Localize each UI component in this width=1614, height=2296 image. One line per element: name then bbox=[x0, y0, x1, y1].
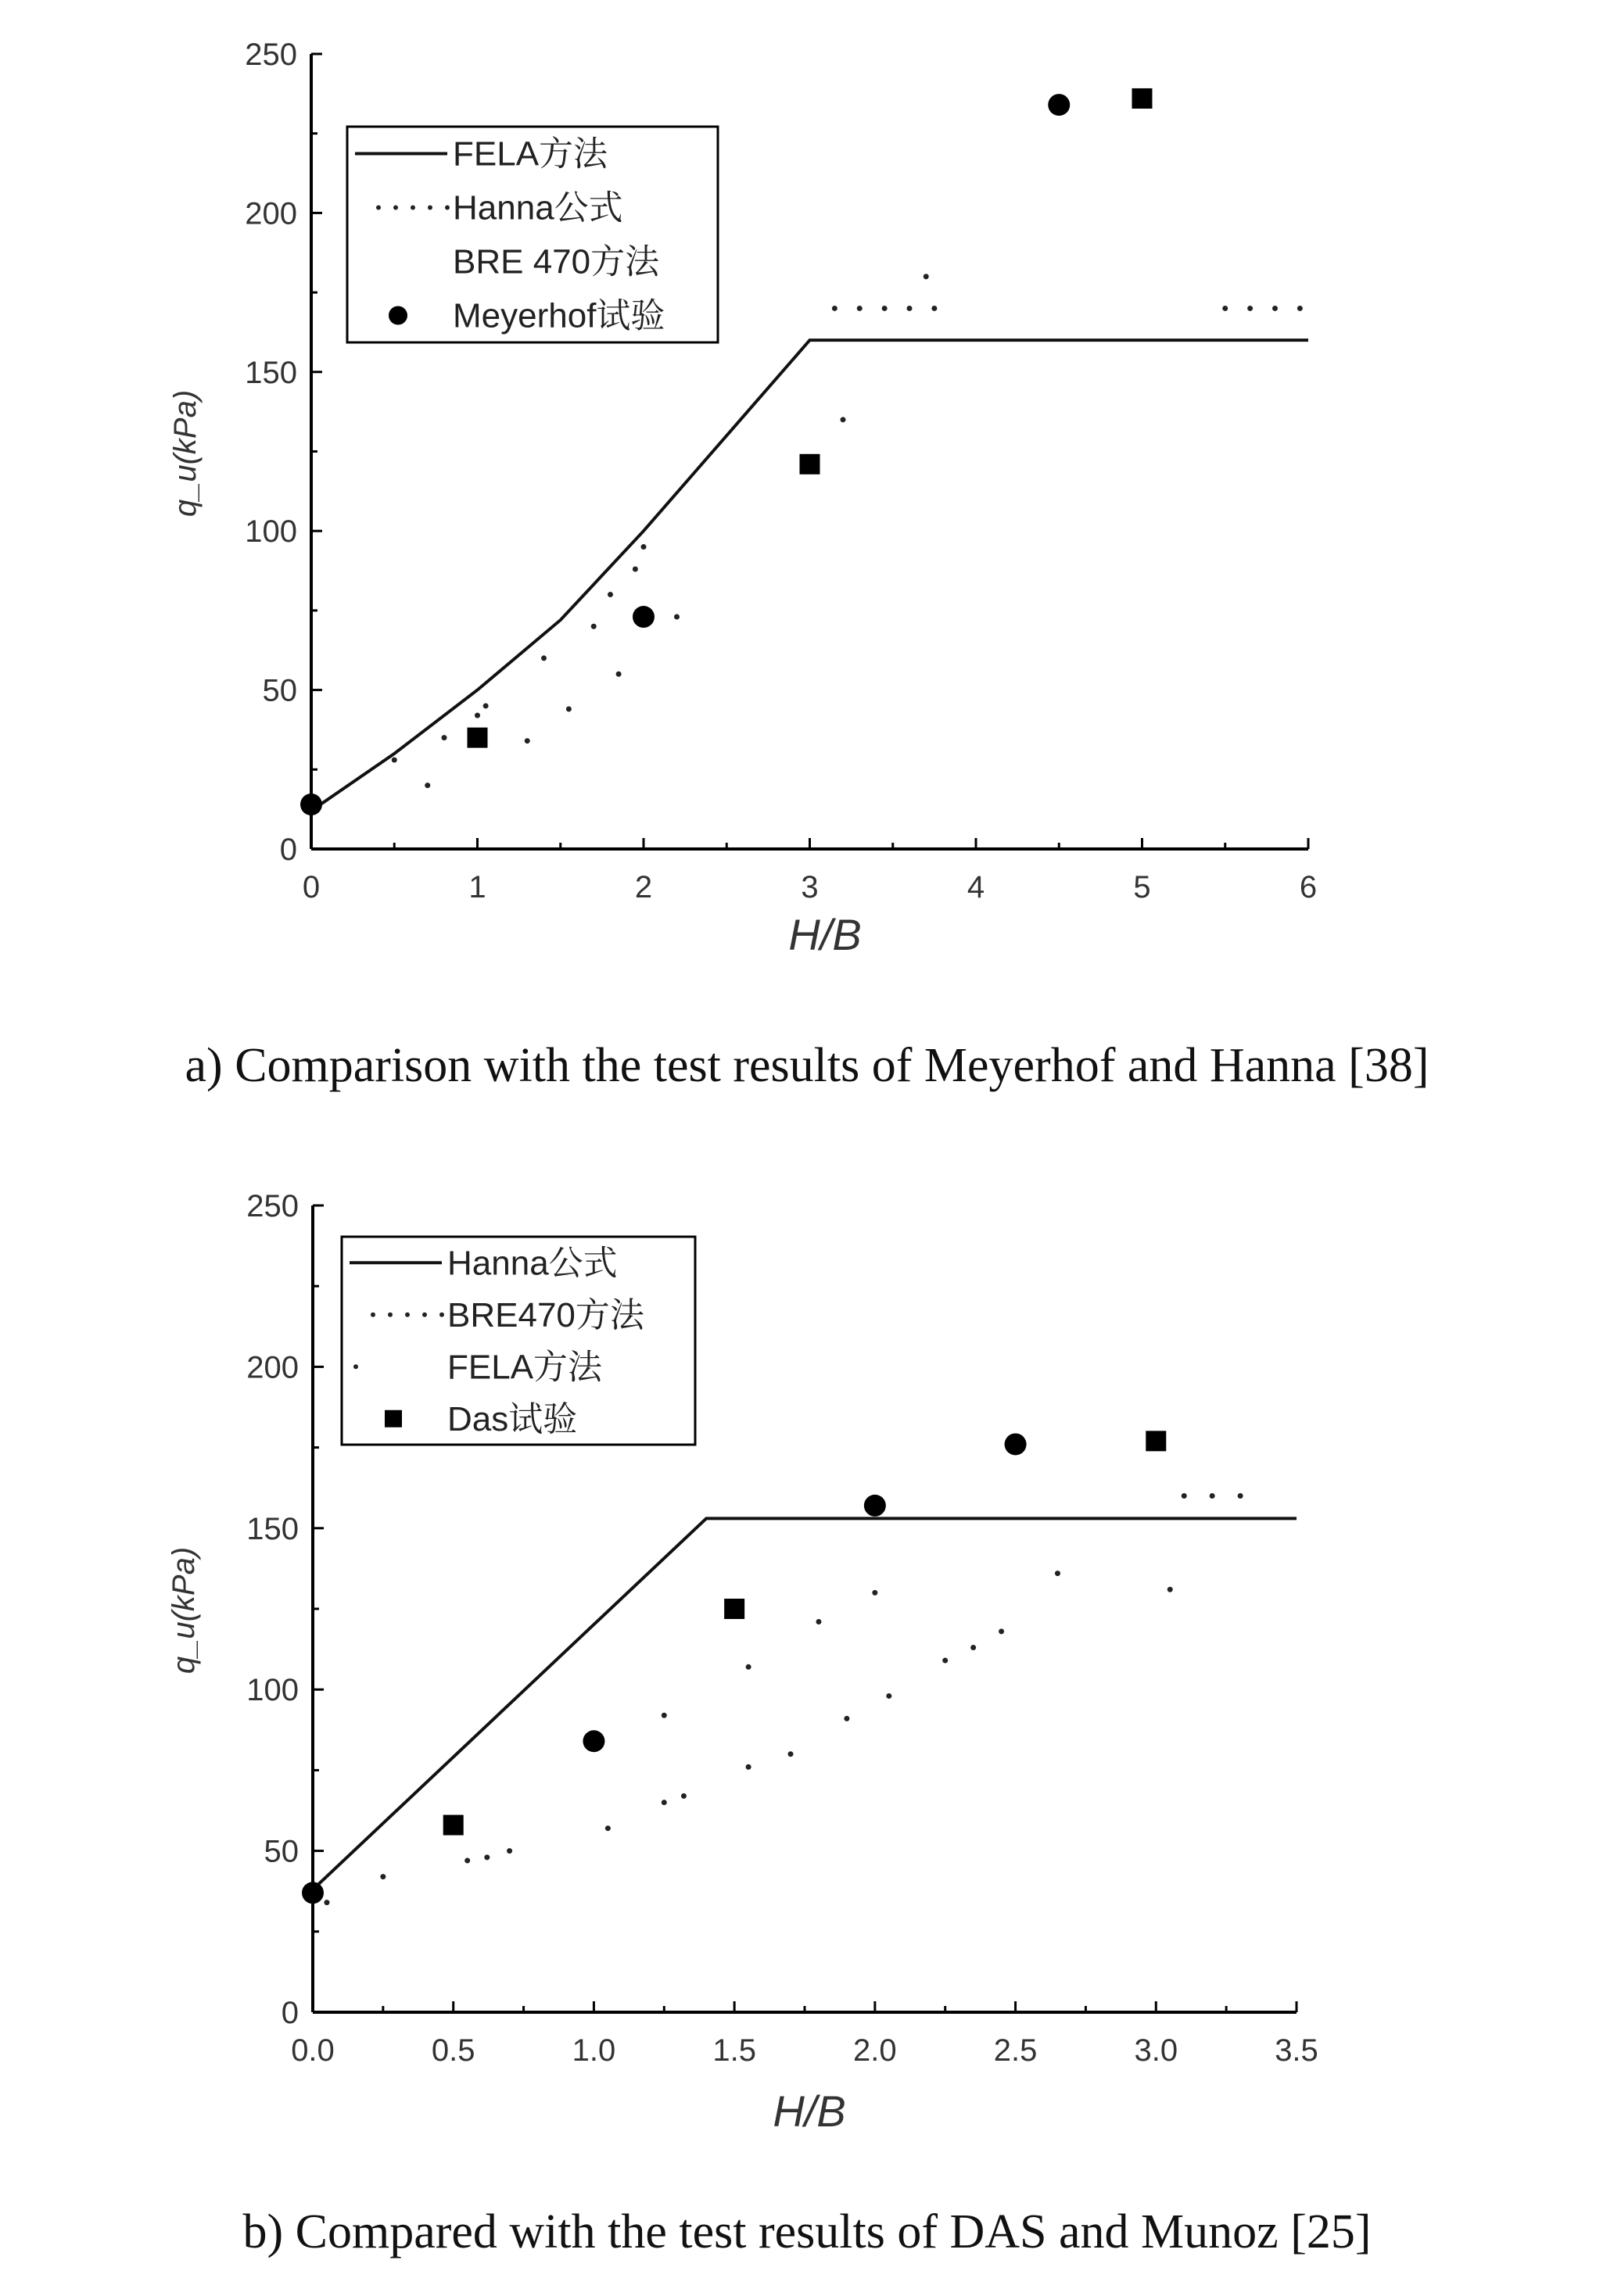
caption-b: b) Compared with the test results of DAS and Munoz [25] bbox=[242, 2205, 1372, 2258]
series-dot bbox=[507, 1848, 512, 1854]
series-dot bbox=[633, 567, 638, 572]
x-tick-label: 1.0 bbox=[572, 2033, 616, 2068]
series-dot bbox=[591, 624, 597, 629]
legend-square-marker bbox=[385, 1410, 402, 1427]
series-dot bbox=[788, 1751, 794, 1757]
series-dot bbox=[1297, 306, 1303, 311]
series-dot bbox=[380, 1874, 386, 1879]
series-dot bbox=[442, 735, 447, 740]
x-tick-label: 1.5 bbox=[712, 2033, 756, 2068]
legend-label: Hanna公式 bbox=[447, 1244, 618, 1283]
x-tick-label: 0.5 bbox=[431, 2033, 475, 2068]
series-dot bbox=[541, 655, 547, 661]
series-line bbox=[311, 340, 1308, 811]
series-dot bbox=[464, 1857, 470, 1863]
legend-dot bbox=[411, 206, 415, 210]
circle-marker bbox=[300, 793, 322, 815]
series-dot bbox=[882, 306, 888, 311]
square-marker bbox=[1132, 88, 1153, 109]
legend-dot bbox=[371, 1313, 375, 1317]
x-tick-label: 2 bbox=[634, 870, 653, 904]
series-dot bbox=[999, 1628, 1004, 1634]
series-dot bbox=[674, 614, 680, 620]
series-dot bbox=[525, 738, 530, 743]
series-dot bbox=[392, 758, 397, 763]
series-dot bbox=[1182, 1493, 1187, 1499]
series-dot bbox=[857, 306, 863, 311]
legend-dot bbox=[445, 206, 450, 210]
series-dot bbox=[1238, 1493, 1243, 1499]
y-tick-label: 0 bbox=[279, 833, 297, 867]
legend-circle-marker bbox=[389, 306, 407, 325]
x-tick-label: 3.0 bbox=[1134, 2033, 1178, 2068]
y-tick-label: 150 bbox=[246, 1511, 299, 1546]
legend-label: BRE 470方法 bbox=[453, 242, 660, 281]
series-dot bbox=[841, 417, 846, 422]
legend-dot bbox=[428, 206, 432, 210]
series-dot bbox=[1247, 306, 1253, 311]
square-marker bbox=[1146, 1431, 1166, 1451]
series-dot bbox=[641, 544, 647, 550]
series-dot bbox=[746, 1764, 751, 1770]
x-tick-label: 4 bbox=[967, 870, 985, 904]
square-marker bbox=[468, 728, 488, 748]
y-tick-label: 200 bbox=[246, 1350, 299, 1385]
series-dot bbox=[1055, 1571, 1060, 1576]
y-tick-label: 100 bbox=[246, 1673, 299, 1708]
circle-marker bbox=[633, 606, 655, 628]
x-axis-label: H/B bbox=[788, 910, 862, 959]
series-dot bbox=[924, 274, 929, 279]
series-dot bbox=[681, 1793, 687, 1799]
series-dot bbox=[872, 1590, 877, 1596]
x-tick-label: 3 bbox=[801, 870, 819, 904]
series-dot bbox=[1210, 1493, 1215, 1499]
series-dot bbox=[746, 1664, 751, 1670]
series-dot bbox=[844, 1716, 849, 1721]
legend-dot bbox=[439, 1313, 444, 1317]
y-tick-label: 50 bbox=[264, 1834, 299, 1869]
series-dot bbox=[616, 672, 622, 677]
circle-marker bbox=[864, 1495, 886, 1517]
y-axis-label: q_u(kPa) bbox=[168, 389, 203, 518]
legend-label: Meyerhof试验 bbox=[453, 296, 665, 335]
legend-label: FELA方法 bbox=[447, 1348, 603, 1387]
series-dot bbox=[605, 1825, 611, 1831]
x-tick-label: 3.5 bbox=[1275, 2033, 1318, 2068]
y-axis-label: q_u(kPa) bbox=[167, 1546, 201, 1675]
legend-dot bbox=[393, 206, 398, 210]
series-dot bbox=[816, 1619, 821, 1624]
series-dot bbox=[608, 592, 613, 597]
y-tick-label: 250 bbox=[245, 38, 297, 72]
series-dot bbox=[1167, 1587, 1173, 1592]
legend-dot bbox=[422, 1313, 427, 1317]
circle-marker bbox=[1048, 94, 1070, 116]
series-dot bbox=[886, 1693, 891, 1699]
legend-label: BRE470方法 bbox=[447, 1295, 644, 1334]
legend-dot bbox=[376, 206, 381, 210]
series-dot bbox=[832, 306, 837, 311]
circle-marker bbox=[302, 1882, 324, 1904]
x-tick-label: 2.0 bbox=[853, 2033, 897, 2068]
y-tick-label: 50 bbox=[262, 673, 297, 708]
series-dot bbox=[662, 1713, 667, 1718]
square-marker bbox=[443, 1815, 464, 1836]
x-axis-label: H/B bbox=[773, 2086, 846, 2136]
series-dot bbox=[425, 783, 430, 788]
series-dot bbox=[662, 1800, 667, 1805]
legend-dot bbox=[388, 1313, 393, 1317]
series-dot bbox=[484, 1854, 490, 1860]
series-dot bbox=[1222, 306, 1228, 311]
legend-dot bbox=[405, 1313, 410, 1317]
series-dot bbox=[566, 707, 572, 712]
series-dot bbox=[324, 1900, 329, 1905]
square-marker bbox=[800, 454, 820, 475]
square-marker bbox=[724, 1599, 744, 1619]
y-tick-label: 200 bbox=[245, 196, 297, 231]
y-tick-label: 250 bbox=[246, 1189, 299, 1223]
x-tick-label: 0 bbox=[302, 870, 321, 904]
circle-marker bbox=[1005, 1433, 1027, 1455]
x-tick-label: 0.0 bbox=[291, 2033, 335, 2068]
circle-marker bbox=[583, 1730, 604, 1752]
series-dot bbox=[475, 713, 480, 718]
legend-dot bbox=[353, 1364, 358, 1369]
legend-label: Hanna公式 bbox=[453, 188, 623, 227]
series-dot bbox=[931, 306, 937, 311]
x-tick-label: 5 bbox=[1133, 870, 1151, 904]
series-dot bbox=[1272, 306, 1278, 311]
x-tick-label: 2.5 bbox=[993, 2033, 1038, 2068]
legend-label: FELA方法 bbox=[453, 134, 608, 174]
series-dot bbox=[970, 1645, 976, 1650]
y-tick-label: 100 bbox=[245, 514, 297, 550]
y-tick-label: 0 bbox=[281, 1996, 299, 2030]
y-tick-label: 150 bbox=[245, 355, 297, 390]
legend-label: Das试验 bbox=[447, 1399, 578, 1438]
series-dot bbox=[907, 306, 913, 311]
series-dot bbox=[483, 703, 489, 708]
series-dot bbox=[942, 1658, 948, 1664]
caption-a: a) Comparison with the test results of Meyerhof and Hanna [38] bbox=[185, 1039, 1429, 1092]
x-tick-label: 1 bbox=[468, 870, 486, 904]
x-tick-label: 6 bbox=[1299, 870, 1318, 904]
